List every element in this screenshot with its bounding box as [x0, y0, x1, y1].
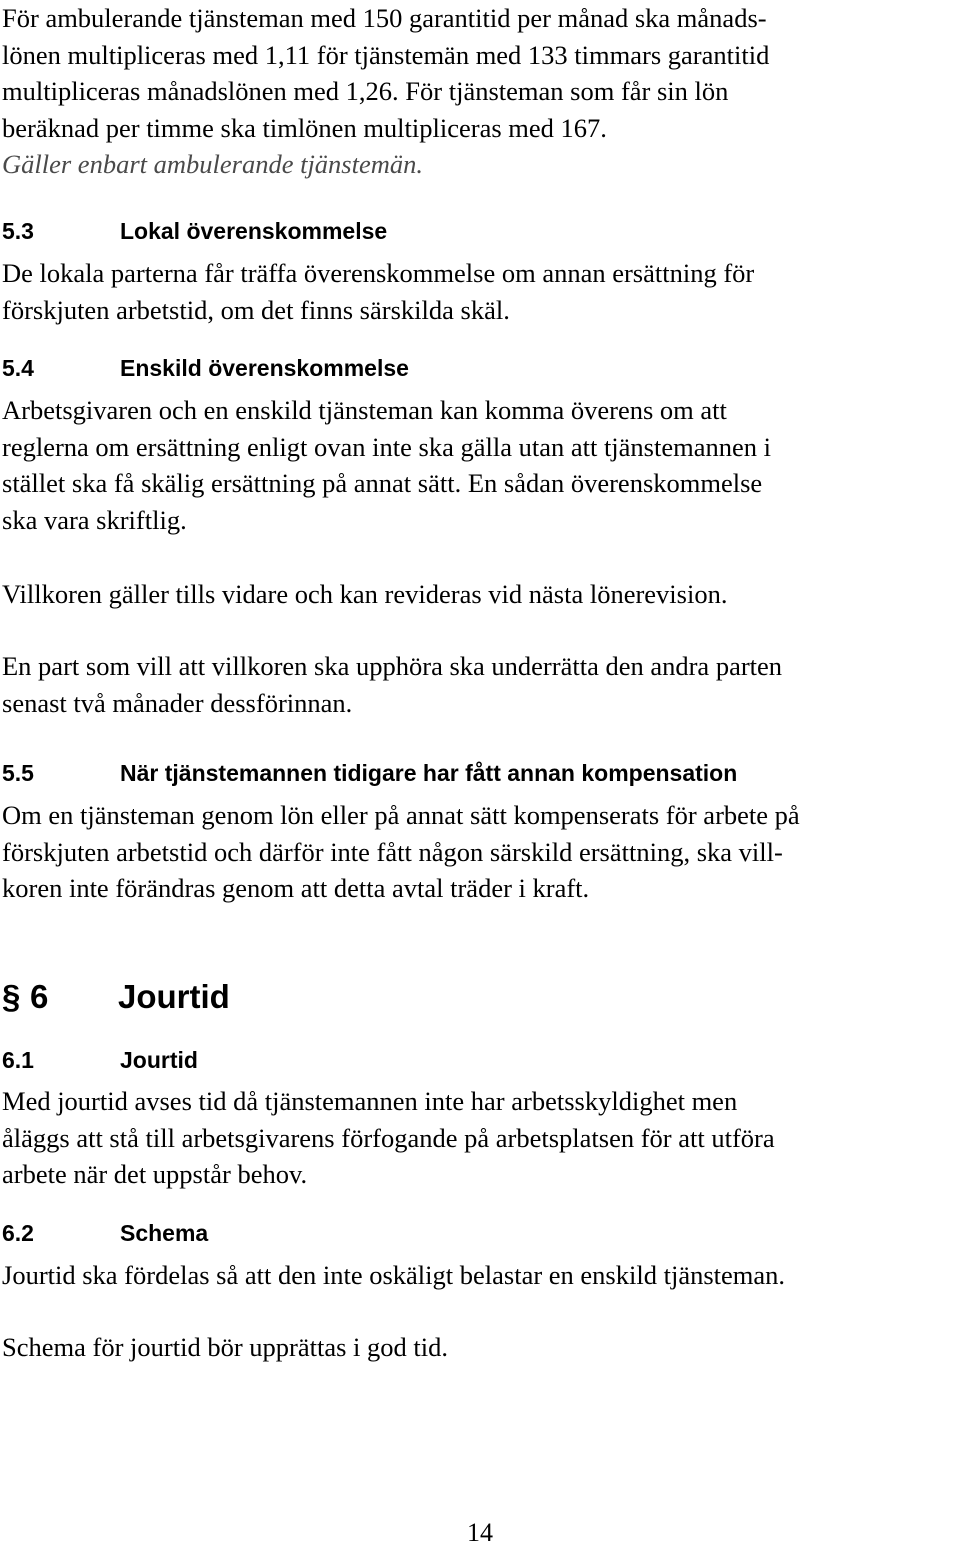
text-line: Om en tjänsteman genom lön eller på annat sätt kompenserats för arbete på	[2, 800, 800, 830]
text-line: förskjuten arbetstid och därför inte fått någon särskild ersättning, ska vill-	[2, 836, 783, 867]
section-6-1-paragraph	[2, 1083, 957, 1193]
text-line: De lokala parterna får träffa överenskommelse om annan ersättning för	[2, 258, 755, 288]
text-line: lönen multipliceras med 1,11 för tjänstemän med 133 timmars garantitid	[2, 39, 770, 70]
section-number: 5.5	[2, 760, 34, 786]
text-line: senast två månader dessförinnan.	[2, 687, 353, 718]
section-title: När tjänstemannen tidigare har fått annan kompensation	[120, 760, 738, 786]
text-line: arbete när det uppstår behov.	[2, 1159, 308, 1189]
text-line: ska vara skriftlig.	[2, 504, 187, 535]
text-line: beräknad per timme ska timlönen multipliceras med 167.	[2, 112, 607, 143]
text-line: För ambulerande tjänsteman med 150 garantitid per månad ska månads-	[2, 3, 767, 33]
section-number: 5.4	[2, 355, 34, 381]
section-5-3-paragraph	[2, 255, 957, 328]
chapter-heading-6	[2, 977, 230, 1017]
section-title: Jourtid	[120, 1047, 198, 1073]
intro-paragraph	[2, 0, 957, 183]
text-line: stället ska få skälig ersättning på annat sätt. En sådan överenskommelse	[2, 468, 763, 498]
text-line: Schema för jourtid bör upprättas i god tid.	[2, 1332, 448, 1362]
text-line: multipliceras månadslönen med 1,26. För tjänsteman som får sin lön	[2, 76, 729, 106]
text-line: åläggs att stå till arbetsgivarens förfogande på arbetsplatsen för att utföra	[2, 1122, 775, 1153]
section-5-4-paragraph	[2, 392, 957, 538]
section-5-5-paragraph	[2, 797, 957, 907]
section-symbol: §	[2, 978, 21, 1015]
section-heading-6-1	[2, 1045, 198, 1075]
section-5-4-paragraph-2	[2, 576, 957, 613]
section-heading-5-5	[2, 758, 737, 788]
section-heading-6-2	[2, 1218, 208, 1248]
text-line: Jourtid ska fördelas så att den inte oskäligt belastar en enskild tjänsteman.	[2, 1260, 786, 1290]
section-6-2-paragraph-2	[2, 1329, 957, 1366]
text-line: förskjuten arbetstid, om det finns särskilda skäl.	[2, 294, 510, 325]
section-number: 5.3	[2, 218, 34, 244]
intro-note: Gäller enbart ambulerande tjänstemän.	[2, 149, 424, 179]
text-line: En part som vill att villkoren ska upphöra ska underrätta den andra parten	[2, 651, 783, 681]
section-title: Lokal överenskommelse	[120, 218, 388, 244]
chapter-number: 6	[30, 978, 49, 1015]
section-title: Enskild överenskommelse	[120, 355, 409, 381]
text-line: Villkoren gäller tills vidare och kan revideras vid nästa lönerevision.	[2, 579, 728, 609]
section-number: 6.2	[2, 1220, 34, 1246]
section-number: 6.1	[2, 1047, 34, 1073]
section-heading-5-4	[2, 353, 409, 383]
text-line: koren inte förändras genom att detta avtal träder i kraft.	[2, 873, 590, 903]
text-line: reglerna om ersättning enligt ovan inte ska gälla utan att tjänstemannen i	[2, 431, 771, 462]
page-number: 14	[467, 1518, 493, 1547]
section-5-4-paragraph-3	[2, 648, 957, 721]
section-heading-5-3	[2, 216, 387, 246]
chapter-title: Jourtid	[118, 978, 230, 1015]
text-line: Arbetsgivaren och en enskild tjänsteman kan komma överens om att	[2, 395, 727, 425]
text-line: Med jourtid avses tid då tjänstemannen inte har arbetsskyldighet men	[2, 1086, 738, 1116]
section-title: Schema	[120, 1220, 209, 1246]
section-6-2-paragraph	[2, 1257, 957, 1294]
